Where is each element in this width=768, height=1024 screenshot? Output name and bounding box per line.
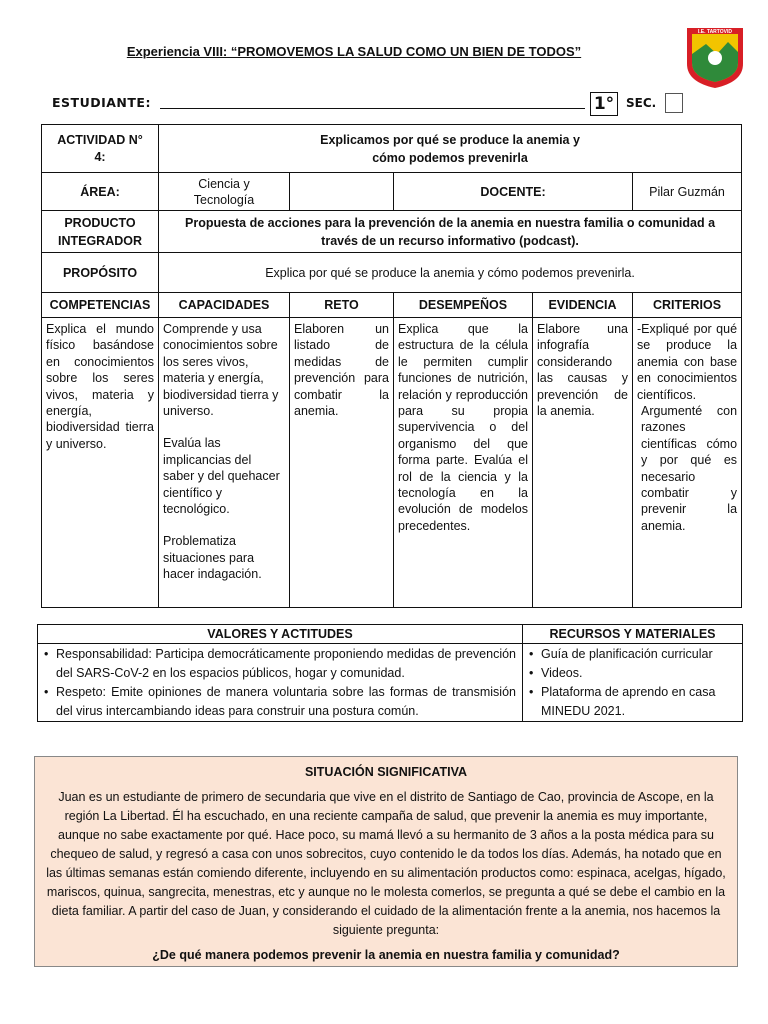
teacher-name: Pilar Guzmán <box>633 173 742 211</box>
situation-question: ¿De qué manera podemos prevenir la anemia en nuestra familia y comunidad? <box>152 948 620 962</box>
activity-title: Explicamos por qué se produce la anemia y cómo podemos prevenirla <box>159 125 742 173</box>
empty-cell <box>290 173 394 211</box>
situation-heading: SITUACIÓN SIGNIFICATIVA <box>304 765 468 779</box>
evidencia-cell: Elabore una infografía considerando las causas y prevención de la anemia. <box>533 318 633 608</box>
page-title: Experiencia VIII: “PROMOVEMOS LA SALUD COMO UN BIEN DE TODOS” <box>126 44 582 59</box>
school-crest-logo <box>684 24 746 90</box>
column-header: DESEMPEÑOS <box>394 293 533 318</box>
product-label: PRODUCTO INTEGRADOR <box>42 211 159 253</box>
area-value: Ciencia y Tecnología <box>159 173 290 211</box>
purpose-value: Explica por qué se produce la anemia y cómo podemos prevenirla. <box>159 253 742 293</box>
values-header: VALORES Y ACTITUDES <box>38 625 523 644</box>
column-header: CRITERIOS <box>633 293 742 318</box>
criterios-cell: -Expliqué por qué se produce la anemia con base en conocimientos científicos. Argumenté con razones científicas cómo y por qué es necesario combatir y prevenir la anemia. <box>633 318 742 608</box>
logo-text: I.E. TARTOVID <box>698 29 732 35</box>
student-name-field[interactable] <box>160 108 585 109</box>
column-header: EVIDENCIA <box>533 293 633 318</box>
column-header: CAPACIDADES <box>159 293 290 318</box>
purpose-label: PROPÓSITO <box>42 253 159 293</box>
section-label: SEC. <box>626 96 657 110</box>
activity-label: ACTIVIDAD N° 4: <box>42 125 159 173</box>
list-item: • Videos. <box>529 666 583 680</box>
competencia-cell: Explica el mundo físico basándose en conocimientos sobre los seres vivos, materia y energía, biodiversidad tierra y universo. <box>42 318 159 608</box>
area-label: ÁREA: <box>42 173 159 211</box>
list-item: • Plataforma de aprendo en casa MINEDU 2021. <box>529 685 716 718</box>
teacher-label: DOCENTE: <box>394 173 633 211</box>
section-field[interactable] <box>665 93 683 113</box>
values-list <box>38 644 523 722</box>
capacidades-cell: Comprende y usa conocimientos sobre los seres vivos, materia y energía, biodiversidad tierra y universo. Evalúa las implicancias del saber y del quehacer científico y tecnológico. Problematiza situaciones para hacer indagación. <box>159 318 290 608</box>
values-resources-table <box>37 624 743 722</box>
product-value: Propuesta de acciones para la prevención de la anemia en nuestra familia o comunidad a través de un recurso informativo (podcast). <box>159 211 742 253</box>
list-item: • Responsabilidad: Participa democráticamente proponiendo medidas de prevención del SARS-CoV-2 en los espacios públicos, hogar y comunidad. <box>44 647 517 680</box>
resources-list <box>523 644 743 722</box>
situation-box <box>34 756 738 967</box>
list-item: • Respeto: Emite opiniones de manera voluntaria sobre las formas de transmisión del virus intercambiando ideas para construir una postura común. <box>44 685 516 718</box>
situation-body: Juan es un estudiante de primero de secundaria que vive en el distrito de Santiago de Cao, provincia de Ascope, en la región La Libertad. Él ha escuchado, en una reciente campaña de salud, que prevenir la anemia es muy importante, aunque no sabe exactamente por qué. Hace poco, su mamá llevó a su hermanito de 3 años a la posta médica para su chequeo de salud, y regresó a casa con unos sobrecitos, cuyo contenido le da todos los días. Además, ha notado que en las últimas semanas están comiendo diferente, incluyendo en su alimentación productos como: espinaca, acelgas, hígado, mariscos, quinua, sangrecita, menestras, etc y aunque no le molesta comerlos, se pregunta a qué se debe el cambio en la dieta familiar. A partir del caso de Juan, y considerando el cuidado de la alimentación frente a la anemia, nos hacemos la siguiente pregunta: <box>46 790 726 937</box>
desempenos-cell: Explica que la estructura de la célula le permiten cumplir funciones de nutrición, relación y reproducción para su propia supervivencia o del organismo del que forma parte. Evalúa el rol de la ciencia y la tecnología en la evolución de modelos precedentes. <box>394 318 533 608</box>
student-label: ESTUDIANTE: <box>52 95 151 110</box>
list-item: • Guía de planificación curricular <box>529 647 713 661</box>
reto-cell: Elaboren un listado de medidas de prevención para combatir la anemia. <box>290 318 394 608</box>
grade-value: 1° <box>590 92 618 116</box>
planning-table <box>41 124 742 608</box>
column-header: COMPETENCIAS <box>42 293 159 318</box>
column-header: RETO <box>290 293 394 318</box>
resources-header: RECURSOS Y MATERIALES <box>523 625 743 644</box>
